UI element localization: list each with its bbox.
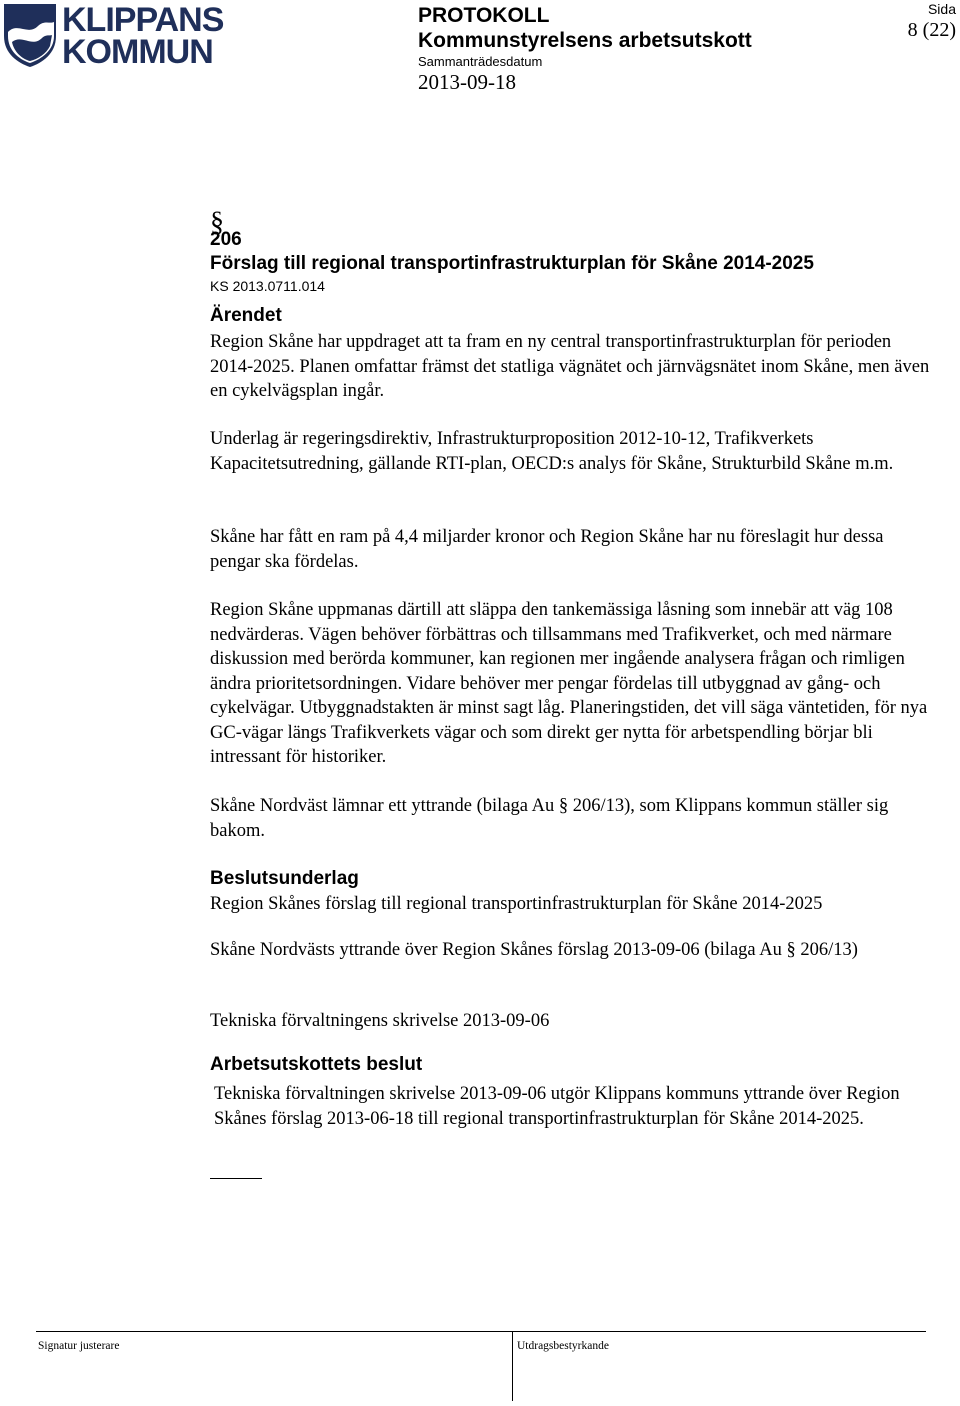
footer-divider (512, 1331, 513, 1401)
page-indicator (908, 0, 956, 42)
beslut-heading: Arbetsutskottets beslut (210, 1054, 423, 1075)
extract-certification-label: Utdragsbestyrkande (517, 1340, 609, 1352)
arendet-paragraph: Underlag är regeringsdirektiv, Infrastrukturproposition 2012-10-12, Trafikverkets Kapacitetsutredning, gällande RTI-plan, OECD:s analys för Skåne, Strukturbild Skåne m.m. (210, 429, 894, 474)
paragraph-sign: § (210, 207, 224, 238)
municipality-logo (0, 0, 224, 74)
meeting-date: 2013-09-18 (418, 70, 516, 94)
arendet-paragraph: Region Skåne har uppdraget att ta fram en ny central transportinfrastrukturplan för perioden 2014-2025. Planen omfattar främst det statliga vägnätet och järnvägsnätet inom Skåne, men även en cykelvägsplan ingår. (210, 332, 930, 401)
logo-text-line-2: KOMMUN (62, 33, 213, 71)
footer-rule (36, 1331, 926, 1332)
arendet-paragraph: Region Skåne uppmanas därtill att släppa den tankemässiga låsning som innebär att väg 108 nedvärderas. Vägen behöver förbättras och tillsammans med Trafikverket, och med närmare diskussion med berörda kommuner, kan regionen mer ingående analysera frågan och rimligen ändra prioritetsordningen. Vidare behöver mer pengar fördelas till utbyggnad av gång- och cykelvägar. Utbyggnadstakten är minst sagt låg. Planeringstiden, det vill säga väntetiden, för nya GC-vägar längs Trafikverkets vägar och som direkt ger nytta för arbetspendling börjar bli intressant för historiker. (210, 600, 928, 767)
section-number: 206 (210, 229, 242, 250)
meeting-date-label: Sammanträdesdatum (418, 54, 543, 69)
municipal-crest-icon (2, 2, 58, 68)
page-number: 8 (22) (907, 19, 956, 41)
beslutsunderlag-item: Region Skånes förslag till regional transportinfrastrukturplan för Skåne 2014-2025 (210, 894, 823, 914)
case-reference: KS 2013.0711.014 (210, 278, 325, 294)
committee-name: Kommunstyrelsens arbetsutskott (418, 29, 752, 52)
arendet-heading: Ärendet (210, 305, 282, 326)
arendet-paragraph: Skåne Nordväst lämnar ett yttrande (bilaga Au § 206/13), som Klippans kommun ställer sig bakom. (210, 796, 889, 841)
section-title: Förslag till regional transportinfrastrukturplan för Skåne 2014-2025 (210, 253, 814, 274)
document-type: PROTOKOLL (418, 4, 550, 27)
beslutsunderlag-item: Skåne Nordvästs yttrande över Region Skånes förslag 2013-09-06 (bilaga Au § 206/13) (210, 940, 858, 960)
arendet-paragraph: Skåne har fått en ram på 4,4 miljarder kronor och Region Skåne har nu föreslagit hur dessa pengar ska fördelas. (210, 527, 884, 572)
signature-label: Signatur justerare (38, 1340, 120, 1352)
end-of-section-rule (210, 1178, 262, 1179)
section-heading (210, 207, 930, 296)
beslut-text: Tekniska förvaltningen skrivelse 2013-09-06 utgör Klippans kommuns yttrande över Region Skånes förslag 2013-06-18 till regional transportinfrastrukturplan för Skåne 2014-2025. (214, 1084, 900, 1129)
beslutsunderlag-item: Tekniska förvaltningens skrivelse 2013-09-06 (210, 1011, 550, 1031)
document-header (418, 4, 898, 94)
beslutsunderlag-heading: Beslutsunderlag (210, 868, 359, 889)
page-label: Sida (927, 1, 956, 17)
logo-text-line-1: KLIPPANS (62, 1, 224, 39)
